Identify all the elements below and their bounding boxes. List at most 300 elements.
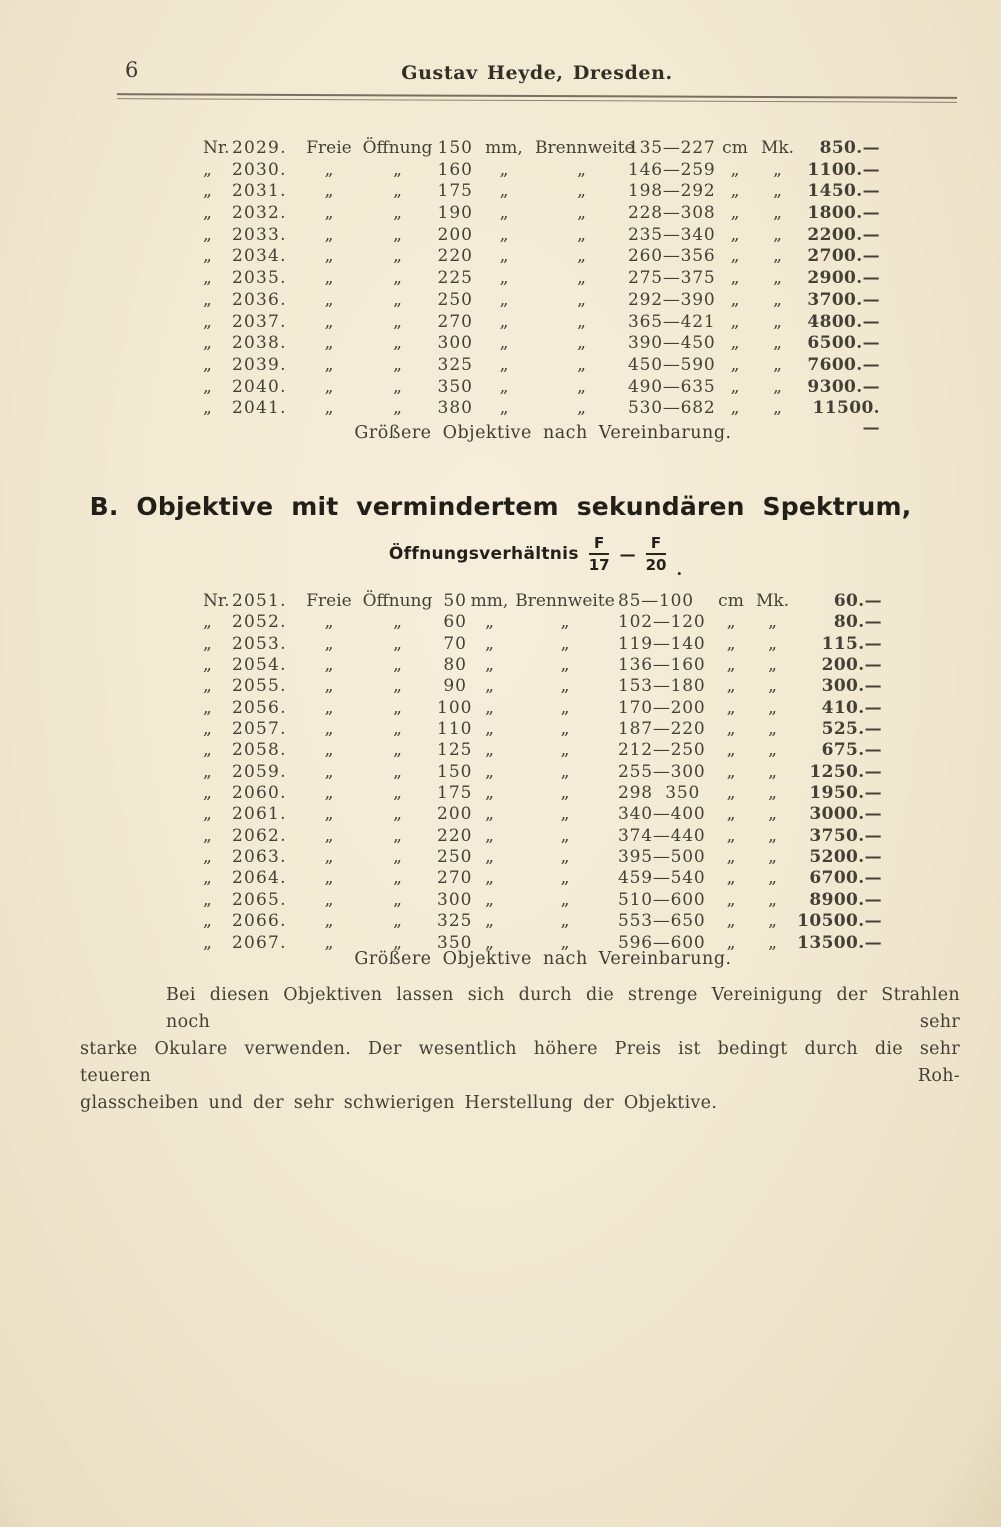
cell-item-number: 2058. xyxy=(232,740,287,761)
cell-mm-unit: „ xyxy=(499,203,509,224)
cell-mark-label: „ xyxy=(773,181,782,202)
cell-aperture-value: 80 xyxy=(443,655,467,676)
cell-nr-label: „ xyxy=(203,825,212,846)
cell-price: 3750.— xyxy=(809,825,882,846)
cell-aperture-value: 150 xyxy=(437,138,473,158)
cell-focal-range: 85—100 xyxy=(618,591,694,611)
cell-price: 115.— xyxy=(821,633,882,654)
cell-oeffnung-label: „ xyxy=(393,633,402,654)
cell-oeffnung-label: „ xyxy=(393,398,402,419)
cell-price: 6700.— xyxy=(809,868,882,889)
cell-item-number: 2038. xyxy=(232,333,287,354)
cell-item-number: 2057. xyxy=(232,719,287,740)
cell-mm-unit: „ xyxy=(485,740,494,761)
cell-focal-range: 102—120 xyxy=(618,612,706,633)
cell-freie-label: „ xyxy=(324,847,334,868)
cell-oeffnung-label: „ xyxy=(393,246,402,267)
cell-brennweite-label: „ xyxy=(560,868,570,889)
cell-focal-range: 365—421 xyxy=(628,311,716,332)
cell-brennweite-label: „ xyxy=(577,376,586,397)
cell-focal-range: 255—300 xyxy=(618,761,706,782)
cell-mm-unit: „ xyxy=(485,932,494,953)
table-row xyxy=(203,612,883,633)
table-b-note: Größere Objektive nach Vereinbarung. xyxy=(354,949,732,969)
cell-cm-unit: „ xyxy=(726,868,736,889)
cell-oeffnung-label: „ xyxy=(393,159,402,180)
table-row xyxy=(203,740,883,761)
cell-cm-unit: „ xyxy=(730,224,740,245)
cell-nr-label: „ xyxy=(203,181,212,202)
cell-mark-label: „ xyxy=(773,311,782,332)
cell-price: 850.— xyxy=(819,138,880,158)
cell-focal-range: 292—390 xyxy=(628,289,716,310)
cell-price: 1950.— xyxy=(809,783,882,804)
cell-cm-unit: „ xyxy=(730,159,740,180)
cell-mm-unit: „ xyxy=(499,398,509,419)
cell-mark-label: „ xyxy=(768,783,777,804)
cell-aperture-value: 70 xyxy=(443,633,467,654)
cell-mark-label: „ xyxy=(773,333,782,354)
cell-freie-label: „ xyxy=(324,203,334,224)
cell-nr-label: „ xyxy=(203,783,212,804)
cell-mark-label: „ xyxy=(768,719,777,740)
cell-mm-unit: „ xyxy=(485,804,494,825)
cell-brennweite-label: „ xyxy=(560,889,570,910)
cell-oeffnung-label: „ xyxy=(393,224,402,245)
fraction-denominator: 17 xyxy=(588,555,610,574)
cell-brennweite-label: „ xyxy=(577,398,586,419)
cell-nr-label: „ xyxy=(203,761,212,782)
cell-freie-label: „ xyxy=(324,889,334,910)
cell-mark-label: „ xyxy=(773,246,782,267)
cell-brennweite-label: „ xyxy=(577,333,586,354)
cell-focal-range: 510—600 xyxy=(618,889,706,910)
cell-aperture-value: 50 xyxy=(443,591,467,611)
section-b-title: B. Objektive mit vermindertem sekundären Spektrum, xyxy=(89,492,912,521)
cell-mark-label: „ xyxy=(768,676,777,697)
cell-focal-range: 153—180 xyxy=(618,676,706,697)
cell-brennweite-label: „ xyxy=(577,289,586,310)
cell-focal-range: 390—450 xyxy=(628,333,716,354)
cell-mm-unit: „ xyxy=(485,676,494,697)
paragraph-line: starke Okulare verwenden. Der wesentlich höhere Preis ist bedingt durch die sehr teueren Roh- xyxy=(80,1039,960,1086)
table-a-note: Größere Objektive nach Vereinbarung. xyxy=(354,423,732,443)
cell-aperture-value: 175 xyxy=(437,783,473,804)
cell-mm-unit: „ xyxy=(499,354,509,375)
cell-aperture-value: 300 xyxy=(437,333,473,354)
cell-freie-label: „ xyxy=(324,224,334,245)
cell-brennweite-label: „ xyxy=(577,268,586,289)
cell-price: 410.— xyxy=(821,697,882,718)
cell-mark-label: „ xyxy=(773,268,782,289)
cell-price: 1800.— xyxy=(807,203,880,224)
cell-cm-unit: „ xyxy=(730,181,740,202)
cell-oeffnung-label: „ xyxy=(393,655,402,676)
table-row xyxy=(203,312,883,334)
cell-focal-range: 135—227 xyxy=(628,138,716,158)
cell-aperture-value: 250 xyxy=(437,847,473,868)
cell-focal-range: 260—356 xyxy=(628,246,716,267)
cell-cm-unit: „ xyxy=(730,289,740,310)
cell-item-number: 2065. xyxy=(232,889,287,910)
paragraph-line: Bei diesen Objektiven lassen sich durch die strenge Vereinigung der Strahlen noch sehr xyxy=(166,985,960,1032)
cell-mm-unit: „ xyxy=(499,289,509,310)
cell-mark-label: „ xyxy=(768,761,777,782)
cell-mm-unit: „ xyxy=(485,655,494,676)
table-row xyxy=(203,246,883,268)
cell-nr-label: „ xyxy=(203,655,212,676)
cell-oeffnung-label: „ xyxy=(393,289,402,310)
cell-nr-label: „ xyxy=(203,246,212,267)
cell-mm-unit: „ xyxy=(485,847,494,868)
cell-brennweite-label: „ xyxy=(560,932,570,953)
cell-mark-label: „ xyxy=(768,697,777,718)
cell-item-number: 2052. xyxy=(232,612,287,633)
cell-focal-range: 235—340 xyxy=(628,224,716,245)
cell-mm-unit: „ xyxy=(485,889,494,910)
cell-cm-unit: „ xyxy=(730,376,740,397)
cell-aperture-value: 270 xyxy=(437,311,473,332)
cell-price: 60.— xyxy=(833,591,882,611)
cell-price: 1450.— xyxy=(807,181,880,202)
table-row xyxy=(203,890,883,911)
cell-price: 300.— xyxy=(821,676,882,697)
table-row xyxy=(203,268,883,290)
cell-price: 525.— xyxy=(821,719,882,740)
cell-aperture-value: 60 xyxy=(443,612,467,633)
cell-freie-label: „ xyxy=(324,761,334,782)
cell-nr-label: „ xyxy=(203,740,212,761)
cell-price: 5200.— xyxy=(809,847,882,868)
fraction-numerator: F xyxy=(646,535,666,555)
cell-nr-label: „ xyxy=(203,224,212,245)
cell-nr-label: „ xyxy=(203,804,212,825)
cell-brennweite-label: „ xyxy=(577,311,586,332)
cell-freie-label: „ xyxy=(324,740,334,761)
cell-nr-label: „ xyxy=(203,203,212,224)
cell-mm-unit: „ xyxy=(485,719,494,740)
cell-nr-label: „ xyxy=(203,868,212,889)
cell-freie-label: Freie xyxy=(306,591,352,611)
cell-nr-label: „ xyxy=(203,633,212,654)
cell-brennweite-label: „ xyxy=(560,612,570,633)
cell-freie-label: „ xyxy=(324,783,334,804)
cell-aperture-value: 250 xyxy=(437,289,473,310)
cell-cm-unit: „ xyxy=(726,719,736,740)
cell-nr-label: „ xyxy=(203,376,212,397)
cell-freie-label: „ xyxy=(324,333,334,354)
cell-mark-label: „ xyxy=(768,740,777,761)
table-row xyxy=(203,225,883,247)
cell-brennweite-label: „ xyxy=(560,655,570,676)
cell-aperture-value: 270 xyxy=(437,868,473,889)
cell-aperture-value: 200 xyxy=(437,804,473,825)
cell-item-number: 2061. xyxy=(232,804,287,825)
table-row xyxy=(203,719,883,740)
table-row xyxy=(203,783,883,804)
table-row xyxy=(203,634,883,655)
cell-nr-label: „ xyxy=(203,289,212,310)
cell-aperture-value: 220 xyxy=(437,825,473,846)
cell-cm-unit: cm xyxy=(718,591,744,611)
table-row xyxy=(203,826,883,847)
cell-focal-range: 170—200 xyxy=(618,697,706,718)
cell-item-number: 2063. xyxy=(232,847,287,868)
cell-price: 9300.— xyxy=(807,376,880,397)
cell-mm-unit: „ xyxy=(499,224,509,245)
cell-freie-label: „ xyxy=(324,825,334,846)
header-rule xyxy=(117,93,957,103)
cell-cm-unit: „ xyxy=(726,825,736,846)
cell-cm-unit: „ xyxy=(730,246,740,267)
cell-oeffnung-label: „ xyxy=(393,783,402,804)
cell-mm-unit: „ xyxy=(499,159,509,180)
fraction-numerator: F xyxy=(589,535,609,555)
cell-nr-label: „ xyxy=(203,719,212,740)
running-header: Gustav Heyde, Dresden. xyxy=(401,62,673,84)
cell-item-number: 2056. xyxy=(232,697,287,718)
cell-mark-label: „ xyxy=(773,203,782,224)
cell-item-number: 2034. xyxy=(232,246,287,267)
cell-oeffnung-label: „ xyxy=(393,847,402,868)
cell-cm-unit: „ xyxy=(726,633,736,654)
cell-cm-unit: „ xyxy=(726,676,736,697)
footnote-paragraph xyxy=(80,982,960,1117)
cell-item-number: 2066. xyxy=(232,911,287,932)
cell-oeffnung-label: „ xyxy=(393,804,402,825)
cell-price: 7600.— xyxy=(807,354,880,375)
cell-brennweite-label: „ xyxy=(560,697,570,718)
cell-aperture-value: 90 xyxy=(443,676,467,697)
cell-nr-label: „ xyxy=(203,354,212,375)
cell-brennweite-label: „ xyxy=(560,911,570,932)
cell-freie-label: „ xyxy=(324,376,334,397)
cell-item-number: 2062. xyxy=(232,825,287,846)
cell-cm-unit: „ xyxy=(726,889,736,910)
cell-freie-label: „ xyxy=(324,932,334,953)
cell-mm-unit: „ xyxy=(485,911,494,932)
fraction-denominator: 20 xyxy=(645,555,667,574)
cell-mark-label: Mk. xyxy=(755,591,790,611)
cell-aperture-value: 125 xyxy=(437,740,473,761)
cell-freie-label: „ xyxy=(324,633,334,654)
cell-focal-range: 490—635 xyxy=(628,376,716,397)
cell-cm-unit: „ xyxy=(726,783,736,804)
cell-aperture-value: 160 xyxy=(437,159,473,180)
cell-cm-unit: „ xyxy=(730,311,740,332)
cell-oeffnung-label: „ xyxy=(393,932,402,953)
cell-aperture-value: 150 xyxy=(437,761,473,782)
table-row xyxy=(203,203,883,225)
cell-focal-range: 553—650 xyxy=(618,911,706,932)
cell-freie-label: „ xyxy=(324,911,334,932)
cell-freie-label: „ xyxy=(324,804,334,825)
cell-mm-unit: „ xyxy=(485,825,494,846)
cell-cm-unit: „ xyxy=(726,932,736,953)
cell-brennweite-label: „ xyxy=(577,159,586,180)
cell-freie-label: „ xyxy=(324,612,334,633)
paragraph-line: glasscheiben und der sehr schwierigen Herstellung der Objektive. xyxy=(80,1093,718,1113)
cell-mark-label: „ xyxy=(773,354,782,375)
cell-cm-unit: „ xyxy=(730,354,740,375)
cell-focal-range: 212—250 xyxy=(618,740,706,761)
cell-price: 2900.— xyxy=(807,268,880,289)
cell-price: 80.— xyxy=(833,612,882,633)
cell-mm-unit: „ xyxy=(485,868,494,889)
table-row xyxy=(203,181,883,203)
cell-item-number: 2041. xyxy=(232,398,287,419)
cell-aperture-value: 350 xyxy=(437,376,473,397)
table-row xyxy=(203,804,883,825)
cell-oeffnung-label: „ xyxy=(393,868,402,889)
cell-price: 10500.— xyxy=(797,911,882,932)
cell-cm-unit: „ xyxy=(726,911,736,932)
cell-nr-label: „ xyxy=(203,268,212,289)
cell-freie-label: „ xyxy=(324,676,334,697)
cell-brennweite-label: „ xyxy=(560,633,570,654)
cell-mm-unit: „ xyxy=(499,181,509,202)
cell-mm-unit: mm, xyxy=(470,591,509,611)
cell-aperture-value: 325 xyxy=(437,354,473,375)
cell-aperture-value: 200 xyxy=(437,224,473,245)
cell-brennweite-label: „ xyxy=(577,203,586,224)
cell-nr-label: „ xyxy=(203,333,212,354)
cell-price: 2700.— xyxy=(807,246,880,267)
cell-cm-unit: „ xyxy=(726,761,736,782)
cell-mm-unit: mm, xyxy=(485,138,523,158)
cell-freie-label: „ xyxy=(324,398,334,419)
cell-price: 1100.— xyxy=(807,159,880,180)
cell-oeffnung-label: „ xyxy=(393,889,402,910)
fraction-f-20 xyxy=(646,535,667,574)
cell-price: 675.— xyxy=(821,740,882,761)
cell-focal-range: 450—590 xyxy=(628,354,716,375)
cell-brennweite-label: „ xyxy=(560,825,570,846)
cell-focal-range: 374—440 xyxy=(618,825,706,846)
cell-oeffnung-label: „ xyxy=(393,268,402,289)
cell-aperture-value: 300 xyxy=(437,889,473,910)
cell-price: 3700.— xyxy=(807,289,880,310)
cell-nr-label: Nr. xyxy=(203,591,230,611)
cell-mark-label: „ xyxy=(768,911,777,932)
cell-price: 11500.— xyxy=(812,398,880,439)
cell-freie-label: „ xyxy=(324,311,334,332)
cell-focal-range: 530—682 xyxy=(628,398,716,419)
cell-freie-label: „ xyxy=(324,289,334,310)
cell-item-number: 2067. xyxy=(232,932,287,953)
table-row xyxy=(203,762,883,783)
cell-aperture-value: 110 xyxy=(437,719,473,740)
cell-freie-label: „ xyxy=(324,655,334,676)
table-row xyxy=(203,868,883,889)
cell-mark-label: „ xyxy=(773,159,782,180)
cell-mark-label: „ xyxy=(768,825,777,846)
cell-mm-unit: „ xyxy=(485,761,494,782)
cell-oeffnung-label: „ xyxy=(393,740,402,761)
cell-nr-label: „ xyxy=(203,697,212,718)
cell-brennweite-label: „ xyxy=(560,719,570,740)
cell-oeffnung-label: Öffnung xyxy=(362,591,433,611)
cell-brennweite-label: „ xyxy=(577,224,586,245)
cell-cm-unit: „ xyxy=(726,804,736,825)
cell-nr-label: „ xyxy=(203,889,212,910)
cell-item-number: 2059. xyxy=(232,761,287,782)
cell-cm-unit: „ xyxy=(726,612,736,633)
cell-cm-unit: „ xyxy=(730,268,740,289)
cell-brennweite-label: „ xyxy=(560,783,570,804)
cell-oeffnung-label: „ xyxy=(393,203,402,224)
cell-nr-label: „ xyxy=(203,159,212,180)
cell-mark-label: „ xyxy=(768,633,777,654)
cell-brennweite-label: „ xyxy=(577,246,586,267)
cell-item-number: 2064. xyxy=(232,868,287,889)
cell-mark-label: „ xyxy=(768,847,777,868)
cell-item-number: 2037. xyxy=(232,311,287,332)
cell-oeffnung-label: „ xyxy=(393,719,402,740)
cell-cm-unit: „ xyxy=(726,740,736,761)
cell-mark-label: „ xyxy=(768,868,777,889)
cell-mark-label: „ xyxy=(768,889,777,910)
cell-brennweite-label: „ xyxy=(560,847,570,868)
cell-focal-range: 146—259 xyxy=(628,159,716,180)
cell-price: 4800.— xyxy=(807,311,880,332)
cell-oeffnung-label: „ xyxy=(393,311,402,332)
cell-focal-range: 298 350 xyxy=(618,783,701,804)
cell-focal-range: 459—540 xyxy=(618,868,706,889)
cell-oeffnung-label: Öffnung xyxy=(362,138,433,158)
cell-item-number: 2060. xyxy=(232,783,287,804)
cell-oeffnung-label: „ xyxy=(393,825,402,846)
cell-price: 13500.— xyxy=(797,932,882,953)
cell-focal-range: 119—140 xyxy=(618,633,706,654)
cell-oeffnung-label: „ xyxy=(393,612,402,633)
cell-mark-label: „ xyxy=(768,655,777,676)
cell-item-number: 2035. xyxy=(232,268,287,289)
cell-mark-label: „ xyxy=(773,398,782,419)
cell-aperture-value: 175 xyxy=(437,181,473,202)
table-row xyxy=(203,655,883,676)
cell-brennweite-label: „ xyxy=(577,354,586,375)
cell-aperture-value: 225 xyxy=(437,268,473,289)
cell-mm-unit: „ xyxy=(499,333,509,354)
cell-aperture-value: 325 xyxy=(437,911,473,932)
cell-focal-range: 198—292 xyxy=(628,181,716,202)
objectives-table-b xyxy=(203,591,883,954)
table-row xyxy=(203,911,883,932)
page-number: 6 xyxy=(125,58,139,82)
cell-item-number: 2040. xyxy=(232,376,287,397)
cell-cm-unit: „ xyxy=(730,203,740,224)
cell-mark-label: „ xyxy=(773,376,782,397)
cell-mark-label: Mk. xyxy=(760,138,795,158)
cell-freie-label: Freie xyxy=(306,138,352,158)
cell-oeffnung-label: „ xyxy=(393,697,402,718)
cell-item-number: 2053. xyxy=(232,633,287,654)
cell-mark-label: „ xyxy=(768,612,777,633)
cell-brennweite-label: „ xyxy=(560,740,570,761)
cell-focal-range: 340—400 xyxy=(618,804,706,825)
cell-brennweite-label: Brennweite xyxy=(535,138,635,158)
cell-item-number: 2054. xyxy=(232,655,287,676)
table-row xyxy=(203,290,883,312)
cell-item-number: 2031. xyxy=(232,181,287,202)
cell-aperture-value: 220 xyxy=(437,246,473,267)
cell-brennweite-label: „ xyxy=(560,761,570,782)
cell-focal-range: 275—375 xyxy=(628,268,716,289)
cell-brennweite-label: „ xyxy=(577,181,586,202)
cell-focal-range: 228—308 xyxy=(628,203,716,224)
cell-item-number: 2051. xyxy=(232,591,287,611)
